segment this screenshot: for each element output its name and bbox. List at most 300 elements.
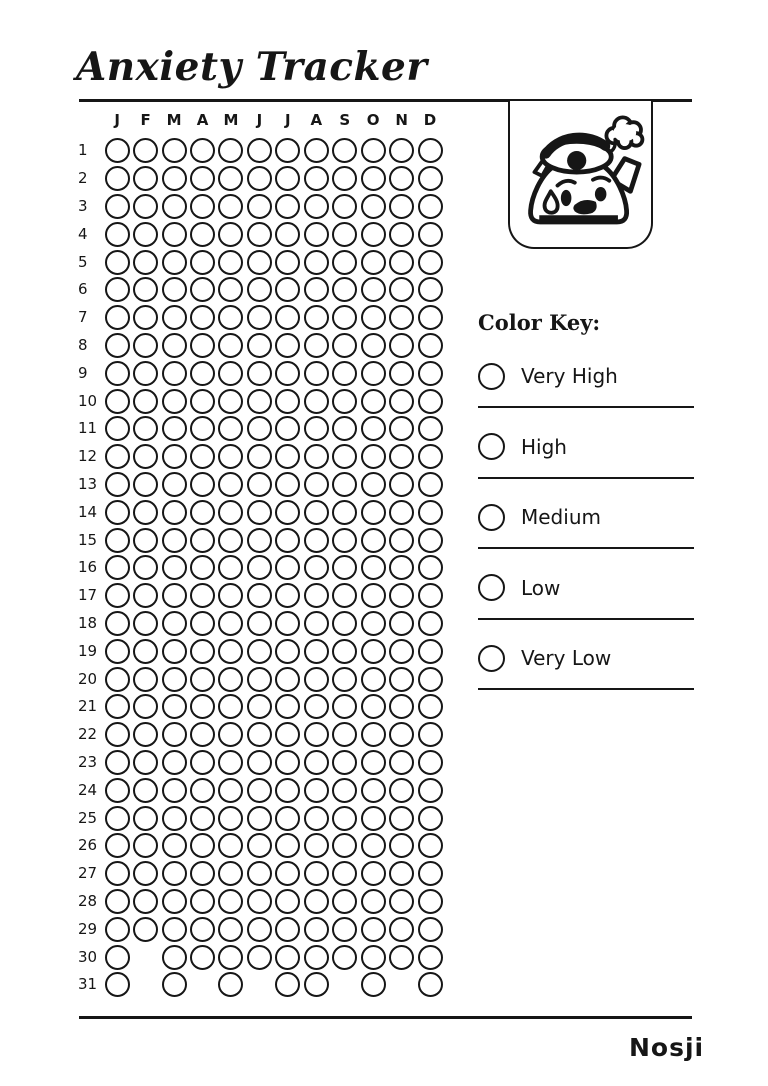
day-circle[interactable] [133, 250, 158, 275]
day-circle[interactable] [304, 222, 329, 247]
day-circle[interactable] [332, 806, 357, 831]
day-circle[interactable] [389, 917, 414, 942]
day-circle[interactable] [247, 472, 272, 497]
day-circle[interactable] [361, 277, 386, 302]
day-circle[interactable] [133, 333, 158, 358]
day-circle[interactable] [361, 222, 386, 247]
day-circle[interactable] [418, 305, 443, 330]
day-circle[interactable] [162, 444, 187, 469]
day-circle[interactable] [247, 166, 272, 191]
day-circle[interactable] [361, 945, 386, 970]
day-circle[interactable] [105, 611, 130, 636]
day-circle[interactable] [389, 333, 414, 358]
day-circle[interactable] [247, 583, 272, 608]
day-circle[interactable] [247, 444, 272, 469]
day-circle[interactable] [389, 194, 414, 219]
day-circle[interactable] [418, 277, 443, 302]
day-circle[interactable] [105, 305, 130, 330]
day-circle[interactable] [218, 833, 243, 858]
day-circle[interactable] [133, 750, 158, 775]
day-circle[interactable] [105, 639, 130, 664]
day-circle[interactable] [304, 722, 329, 747]
day-circle[interactable] [247, 917, 272, 942]
day-circle[interactable] [247, 750, 272, 775]
day-circle[interactable] [361, 806, 386, 831]
day-circle[interactable] [361, 528, 386, 553]
day-circle[interactable] [304, 694, 329, 719]
day-circle[interactable] [247, 416, 272, 441]
day-circle[interactable] [162, 389, 187, 414]
day-circle[interactable] [218, 166, 243, 191]
day-circle[interactable] [162, 667, 187, 692]
day-circle[interactable] [418, 750, 443, 775]
day-circle[interactable] [247, 945, 272, 970]
day-circle[interactable] [105, 250, 130, 275]
day-circle[interactable] [247, 138, 272, 163]
day-circle[interactable] [275, 305, 300, 330]
day-circle[interactable] [105, 889, 130, 914]
day-circle[interactable] [190, 667, 215, 692]
day-circle[interactable] [105, 833, 130, 858]
day-circle[interactable] [190, 722, 215, 747]
day-circle[interactable] [418, 138, 443, 163]
day-circle[interactable] [389, 472, 414, 497]
day-circle[interactable] [275, 778, 300, 803]
day-circle[interactable] [332, 222, 357, 247]
day-circle[interactable] [275, 416, 300, 441]
day-circle[interactable] [418, 528, 443, 553]
day-circle[interactable] [247, 889, 272, 914]
day-circle[interactable] [190, 694, 215, 719]
day-circle[interactable] [162, 889, 187, 914]
day-circle[interactable] [389, 555, 414, 580]
day-circle[interactable] [275, 667, 300, 692]
day-circle[interactable] [389, 806, 414, 831]
day-circle[interactable] [332, 528, 357, 553]
day-circle[interactable] [418, 250, 443, 275]
day-circle[interactable] [162, 945, 187, 970]
day-circle[interactable] [218, 194, 243, 219]
day-circle[interactable] [332, 667, 357, 692]
day-circle[interactable] [361, 778, 386, 803]
day-circle[interactable] [218, 806, 243, 831]
day-circle[interactable] [218, 722, 243, 747]
day-circle[interactable] [361, 639, 386, 664]
day-circle[interactable] [332, 416, 357, 441]
day-circle[interactable] [190, 305, 215, 330]
day-circle[interactable] [418, 917, 443, 942]
day-circle[interactable] [275, 472, 300, 497]
day-circle[interactable] [218, 861, 243, 886]
day-circle[interactable] [133, 444, 158, 469]
day-circle[interactable] [162, 778, 187, 803]
day-circle[interactable] [361, 416, 386, 441]
day-circle[interactable] [275, 639, 300, 664]
day-circle[interactable] [133, 472, 158, 497]
day-circle[interactable] [275, 722, 300, 747]
day-circle[interactable] [105, 917, 130, 942]
day-circle[interactable] [332, 138, 357, 163]
day-circle[interactable] [218, 889, 243, 914]
day-circle[interactable] [247, 500, 272, 525]
day-circle[interactable] [133, 806, 158, 831]
day-circle[interactable] [133, 778, 158, 803]
day-circle[interactable] [133, 833, 158, 858]
day-circle[interactable] [190, 833, 215, 858]
day-circle[interactable] [247, 222, 272, 247]
day-circle[interactable] [105, 166, 130, 191]
day-circle[interactable] [332, 389, 357, 414]
day-circle[interactable] [304, 917, 329, 942]
day-circle[interactable] [247, 667, 272, 692]
day-circle[interactable] [304, 500, 329, 525]
day-circle[interactable] [332, 889, 357, 914]
day-circle[interactable] [218, 361, 243, 386]
day-circle[interactable] [247, 555, 272, 580]
day-circle[interactable] [190, 889, 215, 914]
day-circle[interactable] [361, 583, 386, 608]
day-circle[interactable] [190, 361, 215, 386]
day-circle[interactable] [304, 833, 329, 858]
day-circle[interactable] [304, 472, 329, 497]
day-circle[interactable] [304, 972, 329, 997]
day-circle[interactable] [133, 166, 158, 191]
day-circle[interactable] [418, 194, 443, 219]
day-circle[interactable] [332, 166, 357, 191]
day-circle[interactable] [418, 778, 443, 803]
day-circle[interactable] [105, 972, 130, 997]
day-circle[interactable] [162, 555, 187, 580]
day-circle[interactable] [389, 166, 414, 191]
day-circle[interactable] [418, 416, 443, 441]
day-circle[interactable] [332, 833, 357, 858]
day-circle[interactable] [304, 305, 329, 330]
day-circle[interactable] [418, 555, 443, 580]
day-circle[interactable] [361, 194, 386, 219]
day-circle[interactable] [218, 639, 243, 664]
day-circle[interactable] [332, 555, 357, 580]
day-circle[interactable] [190, 444, 215, 469]
day-circle[interactable] [190, 778, 215, 803]
day-circle[interactable] [218, 583, 243, 608]
day-circle[interactable] [275, 555, 300, 580]
day-circle[interactable] [418, 667, 443, 692]
day-circle[interactable] [162, 166, 187, 191]
day-circle[interactable] [190, 194, 215, 219]
day-circle[interactable] [162, 528, 187, 553]
day-circle[interactable] [332, 917, 357, 942]
day-circle[interactable] [247, 333, 272, 358]
day-circle[interactable] [105, 277, 130, 302]
day-circle[interactable] [218, 778, 243, 803]
day-circle[interactable] [162, 222, 187, 247]
day-circle[interactable] [332, 472, 357, 497]
day-circle[interactable] [218, 667, 243, 692]
day-circle[interactable] [418, 500, 443, 525]
day-circle[interactable] [162, 833, 187, 858]
day-circle[interactable] [247, 806, 272, 831]
day-circle[interactable] [247, 305, 272, 330]
day-circle[interactable] [332, 333, 357, 358]
day-circle[interactable] [133, 917, 158, 942]
day-circle[interactable] [218, 138, 243, 163]
day-circle[interactable] [190, 416, 215, 441]
day-circle[interactable] [162, 305, 187, 330]
day-circle[interactable] [190, 389, 215, 414]
day-circle[interactable] [304, 361, 329, 386]
day-circle[interactable] [304, 444, 329, 469]
day-circle[interactable] [218, 750, 243, 775]
day-circle[interactable] [247, 361, 272, 386]
day-circle[interactable] [275, 750, 300, 775]
day-circle[interactable] [361, 305, 386, 330]
day-circle[interactable] [190, 500, 215, 525]
day-circle[interactable] [275, 583, 300, 608]
day-circle[interactable] [247, 389, 272, 414]
day-circle[interactable] [418, 444, 443, 469]
day-circle[interactable] [190, 750, 215, 775]
day-circle[interactable] [162, 138, 187, 163]
key-circle-low[interactable] [478, 574, 505, 601]
day-circle[interactable] [275, 889, 300, 914]
day-circle[interactable] [247, 722, 272, 747]
day-circle[interactable] [275, 833, 300, 858]
day-circle[interactable] [133, 889, 158, 914]
day-circle[interactable] [247, 250, 272, 275]
day-circle[interactable] [105, 416, 130, 441]
day-circle[interactable] [332, 778, 357, 803]
day-circle[interactable] [247, 639, 272, 664]
day-circle[interactable] [389, 361, 414, 386]
day-circle[interactable] [275, 945, 300, 970]
day-circle[interactable] [418, 694, 443, 719]
day-circle[interactable] [190, 250, 215, 275]
day-circle[interactable] [105, 361, 130, 386]
day-circle[interactable] [275, 138, 300, 163]
day-circle[interactable] [418, 972, 443, 997]
day-circle[interactable] [190, 277, 215, 302]
day-circle[interactable] [218, 389, 243, 414]
day-circle[interactable] [304, 416, 329, 441]
day-circle[interactable] [361, 861, 386, 886]
day-circle[interactable] [133, 611, 158, 636]
day-circle[interactable] [389, 750, 414, 775]
day-circle[interactable] [389, 945, 414, 970]
day-circle[interactable] [218, 472, 243, 497]
day-circle[interactable] [247, 194, 272, 219]
day-circle[interactable] [133, 138, 158, 163]
day-circle[interactable] [361, 667, 386, 692]
day-circle[interactable] [162, 277, 187, 302]
day-circle[interactable] [190, 611, 215, 636]
day-circle[interactable] [133, 305, 158, 330]
day-circle[interactable] [133, 667, 158, 692]
day-circle[interactable] [361, 472, 386, 497]
day-circle[interactable] [389, 277, 414, 302]
day-circle[interactable] [218, 250, 243, 275]
day-circle[interactable] [332, 194, 357, 219]
day-circle[interactable] [332, 861, 357, 886]
day-circle[interactable] [105, 750, 130, 775]
day-circle[interactable] [361, 722, 386, 747]
day-circle[interactable] [418, 611, 443, 636]
day-circle[interactable] [304, 889, 329, 914]
day-circle[interactable] [418, 889, 443, 914]
day-circle[interactable] [190, 333, 215, 358]
day-circle[interactable] [105, 444, 130, 469]
day-circle[interactable] [247, 778, 272, 803]
day-circle[interactable] [389, 222, 414, 247]
day-circle[interactable] [162, 806, 187, 831]
day-circle[interactable] [332, 750, 357, 775]
day-circle[interactable] [105, 333, 130, 358]
day-circle[interactable] [361, 611, 386, 636]
day-circle[interactable] [332, 250, 357, 275]
day-circle[interactable] [332, 500, 357, 525]
day-circle[interactable] [190, 222, 215, 247]
day-circle[interactable] [389, 444, 414, 469]
day-circle[interactable] [247, 861, 272, 886]
day-circle[interactable] [418, 472, 443, 497]
day-circle[interactable] [275, 611, 300, 636]
day-circle[interactable] [105, 861, 130, 886]
day-circle[interactable] [418, 833, 443, 858]
day-circle[interactable] [304, 555, 329, 580]
day-circle[interactable] [190, 917, 215, 942]
day-circle[interactable] [218, 611, 243, 636]
day-circle[interactable] [190, 945, 215, 970]
day-circle[interactable] [162, 250, 187, 275]
day-circle[interactable] [162, 750, 187, 775]
day-circle[interactable] [418, 861, 443, 886]
day-circle[interactable] [133, 722, 158, 747]
day-circle[interactable] [418, 945, 443, 970]
day-circle[interactable] [389, 611, 414, 636]
day-circle[interactable] [389, 250, 414, 275]
day-circle[interactable] [275, 528, 300, 553]
day-circle[interactable] [304, 945, 329, 970]
day-circle[interactable] [218, 444, 243, 469]
day-circle[interactable] [361, 750, 386, 775]
key-circle-high[interactable] [478, 433, 505, 460]
day-circle[interactable] [162, 361, 187, 386]
day-circle[interactable] [105, 138, 130, 163]
day-circle[interactable] [361, 250, 386, 275]
day-circle[interactable] [218, 416, 243, 441]
day-circle[interactable] [247, 277, 272, 302]
day-circle[interactable] [332, 945, 357, 970]
day-circle[interactable] [304, 583, 329, 608]
day-circle[interactable] [389, 667, 414, 692]
day-circle[interactable] [275, 694, 300, 719]
day-circle[interactable] [190, 861, 215, 886]
day-circle[interactable] [105, 389, 130, 414]
day-circle[interactable] [218, 277, 243, 302]
day-circle[interactable] [361, 917, 386, 942]
day-circle[interactable] [361, 166, 386, 191]
day-circle[interactable] [361, 361, 386, 386]
day-circle[interactable] [190, 806, 215, 831]
day-circle[interactable] [218, 694, 243, 719]
day-circle[interactable] [361, 138, 386, 163]
day-circle[interactable] [133, 416, 158, 441]
day-circle[interactable] [418, 722, 443, 747]
day-circle[interactable] [418, 361, 443, 386]
day-circle[interactable] [190, 583, 215, 608]
day-circle[interactable] [105, 500, 130, 525]
day-circle[interactable] [389, 833, 414, 858]
day-circle[interactable] [218, 528, 243, 553]
day-circle[interactable] [361, 500, 386, 525]
day-circle[interactable] [162, 694, 187, 719]
day-circle[interactable] [162, 917, 187, 942]
day-circle[interactable] [218, 555, 243, 580]
day-circle[interactable] [190, 166, 215, 191]
day-circle[interactable] [133, 694, 158, 719]
day-circle[interactable] [105, 194, 130, 219]
day-circle[interactable] [304, 250, 329, 275]
day-circle[interactable] [190, 528, 215, 553]
day-circle[interactable] [275, 250, 300, 275]
day-circle[interactable] [389, 583, 414, 608]
day-circle[interactable] [304, 389, 329, 414]
day-circle[interactable] [105, 694, 130, 719]
day-circle[interactable] [105, 945, 130, 970]
day-circle[interactable] [332, 583, 357, 608]
day-circle[interactable] [247, 528, 272, 553]
day-circle[interactable] [105, 472, 130, 497]
day-circle[interactable] [389, 889, 414, 914]
day-circle[interactable] [275, 917, 300, 942]
day-circle[interactable] [133, 194, 158, 219]
day-circle[interactable] [133, 361, 158, 386]
day-circle[interactable] [418, 389, 443, 414]
day-circle[interactable] [361, 389, 386, 414]
day-circle[interactable] [361, 333, 386, 358]
day-circle[interactable] [389, 389, 414, 414]
day-circle[interactable] [332, 444, 357, 469]
day-circle[interactable] [105, 722, 130, 747]
day-circle[interactable] [105, 583, 130, 608]
day-circle[interactable] [332, 277, 357, 302]
day-circle[interactable] [361, 889, 386, 914]
day-circle[interactable] [162, 583, 187, 608]
day-circle[interactable] [190, 138, 215, 163]
day-circle[interactable] [162, 500, 187, 525]
day-circle[interactable] [389, 639, 414, 664]
day-circle[interactable] [275, 389, 300, 414]
day-circle[interactable] [275, 333, 300, 358]
day-circle[interactable] [133, 500, 158, 525]
day-circle[interactable] [304, 806, 329, 831]
day-circle[interactable] [162, 972, 187, 997]
key-circle-very-high[interactable] [478, 363, 505, 390]
day-circle[interactable] [275, 972, 300, 997]
day-circle[interactable] [304, 528, 329, 553]
day-circle[interactable] [133, 555, 158, 580]
day-circle[interactable] [162, 639, 187, 664]
day-circle[interactable] [275, 444, 300, 469]
day-circle[interactable] [389, 722, 414, 747]
day-circle[interactable] [304, 333, 329, 358]
day-circle[interactable] [218, 305, 243, 330]
day-circle[interactable] [162, 611, 187, 636]
day-circle[interactable] [418, 639, 443, 664]
day-circle[interactable] [304, 639, 329, 664]
day-circle[interactable] [218, 945, 243, 970]
day-circle[interactable] [361, 833, 386, 858]
day-circle[interactable] [332, 611, 357, 636]
